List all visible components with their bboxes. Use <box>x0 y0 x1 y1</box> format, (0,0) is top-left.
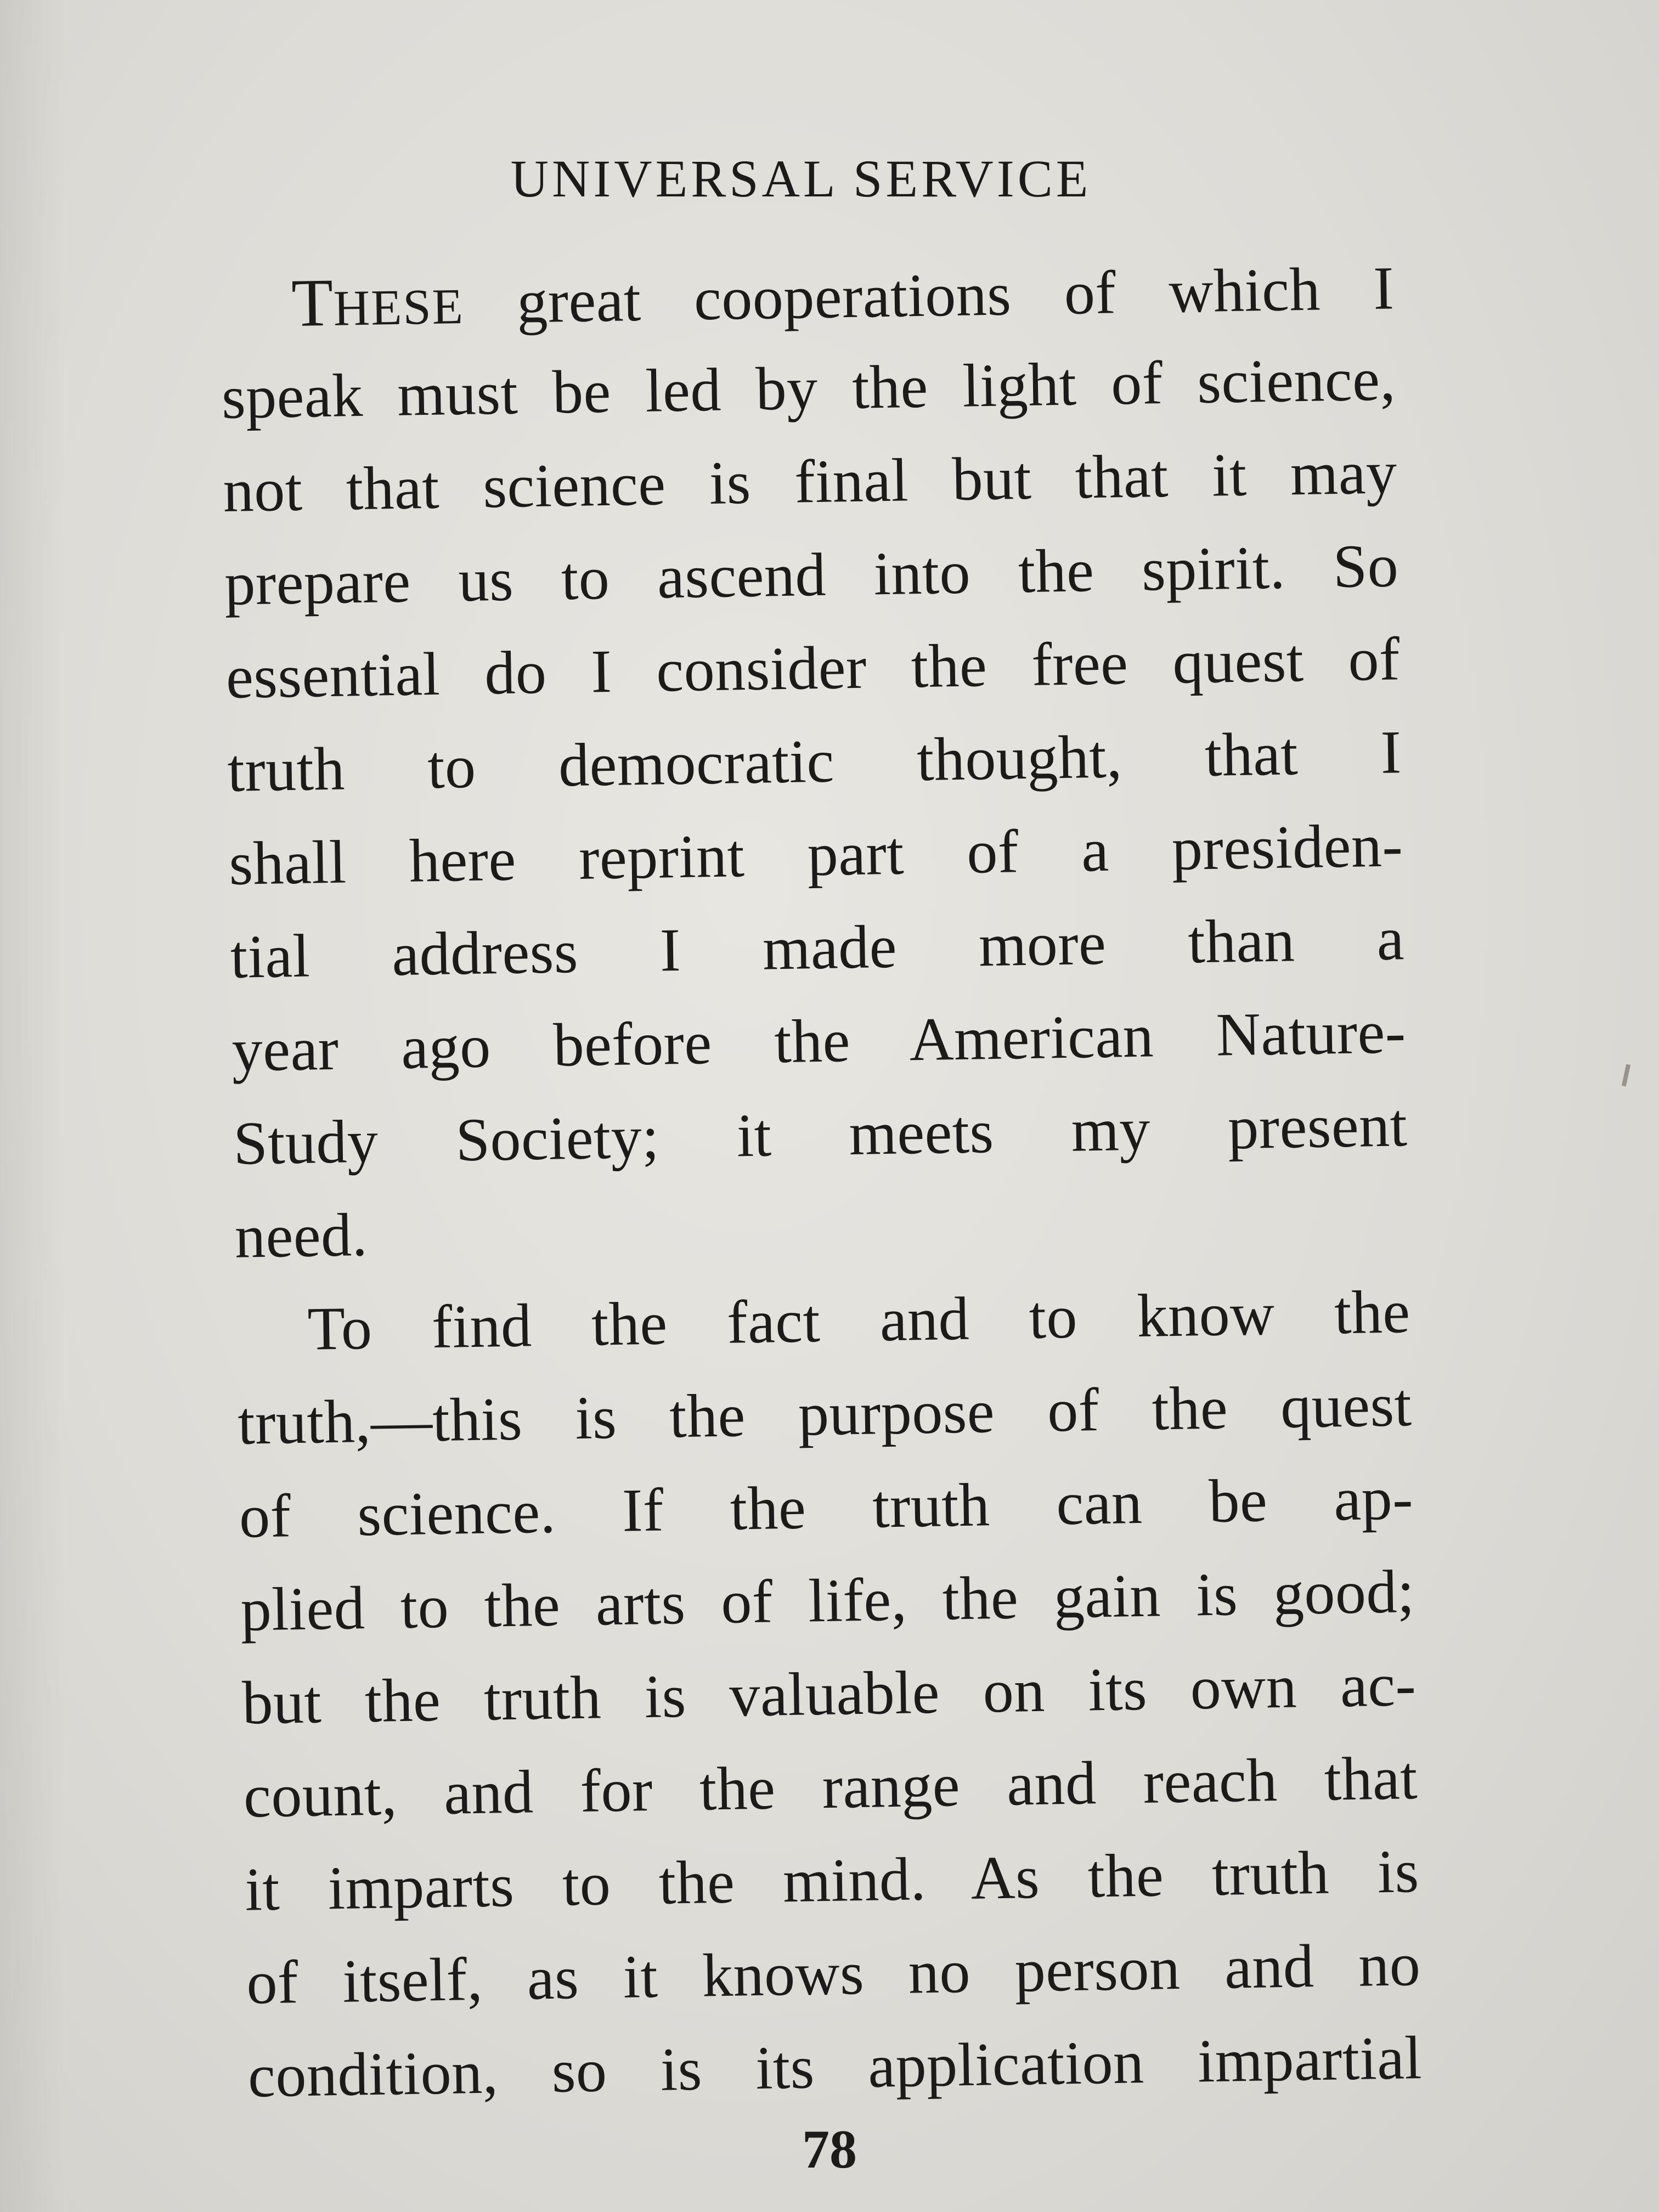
drop-initial: T <box>291 264 334 341</box>
paragraph-1-line: speak must be led by the light of science, <box>221 345 1396 432</box>
paragraph-2-line: but the truth is valuable on its own ac- <box>241 1651 1417 1737</box>
paragraph-2-line: truth,—this is the purpose of the quest <box>237 1371 1413 1458</box>
paragraph-1-line-1 <box>219 239 1395 351</box>
paragraph-1-line: year ago before the American Nature- <box>231 998 1407 1085</box>
paragraph-2-line: of science. If the truth can be ap- <box>239 1464 1414 1551</box>
paragraph-1-line: prepare us to ascend into the spirit. So <box>224 532 1400 618</box>
paragraph-1-line: shall here reprint part of a presiden- <box>228 811 1404 898</box>
paragraph-2-line-1: To find the fact and to know the <box>307 1278 1411 1363</box>
paper-speck <box>1622 1064 1630 1087</box>
paragraph-1-line: Study Society; it meets my present <box>233 1091 1408 1178</box>
paragraph-1-line: not that science is final but that it may <box>222 438 1398 525</box>
page-number: 78 <box>802 2119 857 2180</box>
paragraph-1-line: truth to democratic thought, that I <box>227 718 1402 805</box>
paragraph-2-line: plied to the arts of life, the gain is good; <box>240 1558 1415 1644</box>
paragraph-2-line: it imparts to the mind. As the truth is <box>244 1837 1420 1924</box>
paragraph-1-line: essential do I consider the free quest of <box>225 625 1401 712</box>
small-caps-lead: HESE <box>332 278 465 336</box>
paragraph-2-line: of itself, as it knows no person and no <box>246 1931 1421 2017</box>
body-text <box>219 239 1423 2123</box>
page-gutter-shadow <box>0 0 66 2212</box>
paragraph-2-line: condition, so is its application impartial <box>247 2023 1423 2111</box>
line-text: great cooperations of which I <box>463 254 1395 337</box>
paragraph-2-line: count, and for the range and reach that <box>243 1744 1418 1831</box>
running-head: UNIVERSAL SERVICE <box>510 149 1092 208</box>
paragraph-1-line: need. <box>234 1200 368 1271</box>
paragraph-1-line: tial address I made more than a <box>230 905 1405 991</box>
